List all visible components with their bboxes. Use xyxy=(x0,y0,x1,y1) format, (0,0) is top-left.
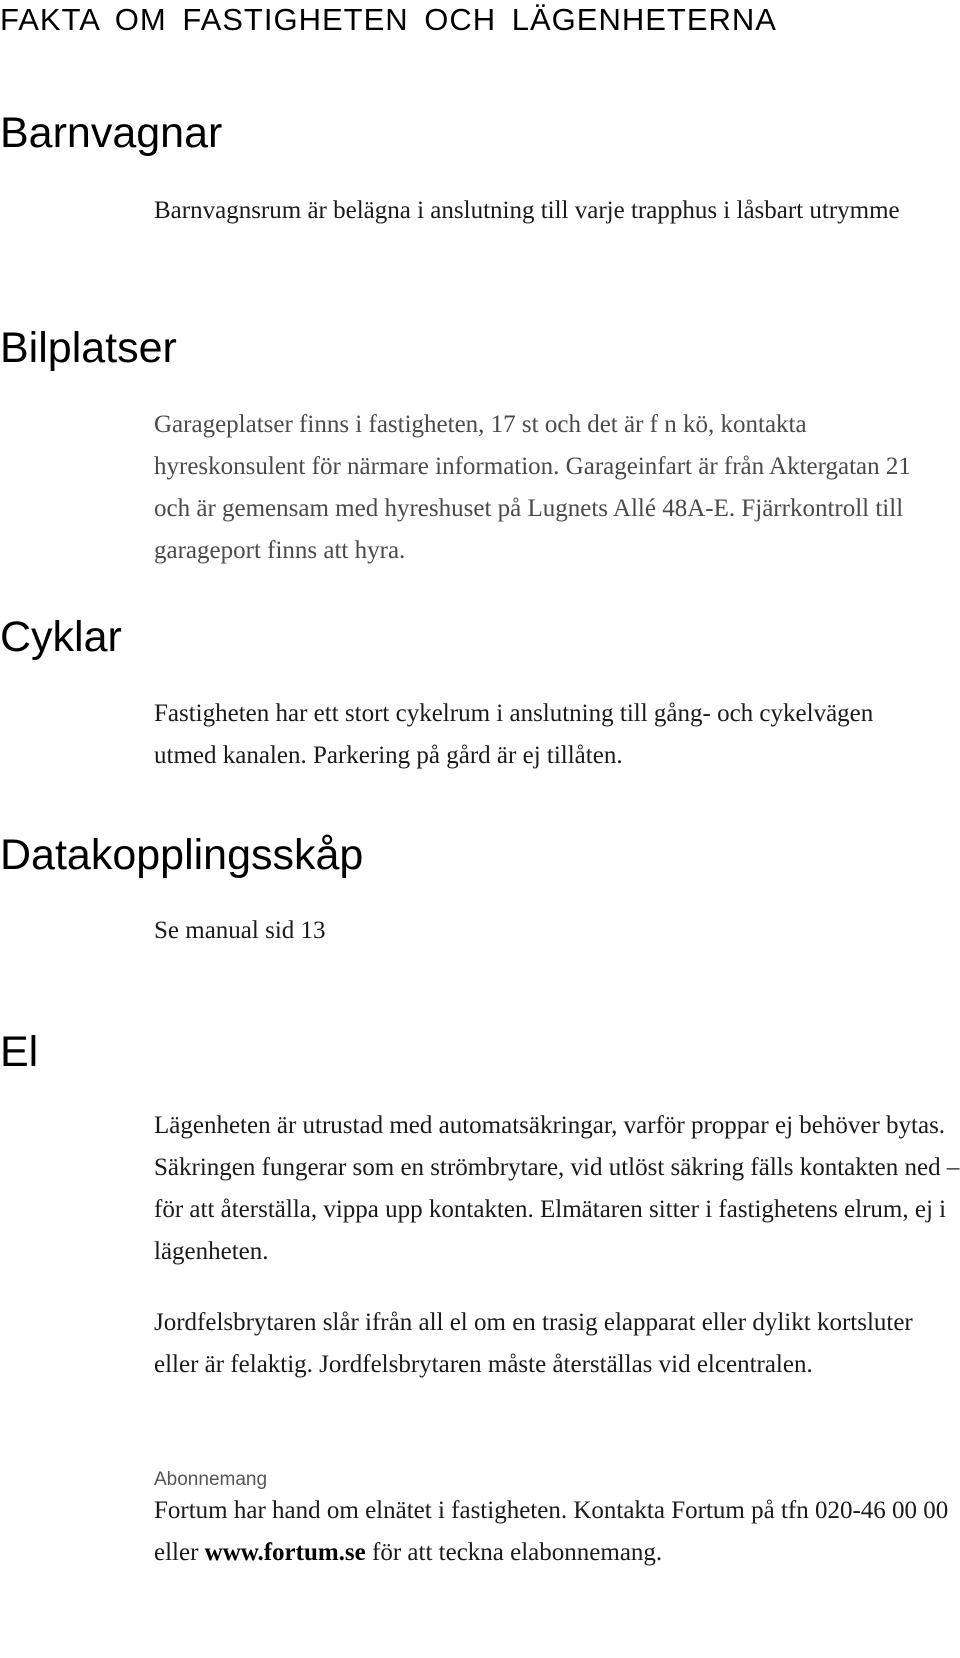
text-abonnemang xyxy=(154,1490,960,1574)
text-barnvagnar: Barnvagnsrum är belägna i anslutning till varje trapphus i låsbart utrymme xyxy=(154,197,900,224)
abonnemang-text-before: Fortum har hand om elnätet i fastigheten. Kontakta Fortum på tfn 020-46 00 00 eller xyxy=(154,1497,949,1566)
text-cyklar: Fastigheten har ett stort cykelrum i anslutning till gång- och cykelvägen utmed kanalen. Parkering på gård är ej tillåten. xyxy=(154,700,874,769)
heading-bilplatser: Bilplatser xyxy=(0,324,177,372)
text-el-paragraph-2: Jordfelsbrytaren slår ifrån all el om en trasig elapparat eller dylikt kortsluter eller är felaktig. Jordfelsbrytaren måste återställas vid elcentralen. xyxy=(154,1309,913,1378)
page-header: FAKTA OM FASTIGHETEN OCH LÄGENHETERNA xyxy=(0,2,777,37)
heading-el: El xyxy=(0,1028,39,1076)
heading-barnvagnar: Barnvagnar xyxy=(0,109,223,157)
heading-cyklar: Cyklar xyxy=(0,613,122,661)
text-bilplatser: Garageplatser finns i fastigheten, 17 st och det är f n kö, kontakta hyreskonsulent för närmare information. Garageinfart är från Aktergatan 21 och är gemensam med hyreshuset på Lugnets Allé 48A-E. Fjärrkontroll till garageport finns att hyra. xyxy=(154,411,911,564)
abonnemang-text-after: för att teckna elabonnemang. xyxy=(365,1539,663,1566)
fortum-link[interactable]: www.fortum.se xyxy=(204,1539,366,1566)
abonnemang-label: Abonnemang xyxy=(154,1469,268,1490)
heading-datakopplingsskap: Datakopplingsskåp xyxy=(0,831,364,879)
text-datakopplingsskap: Se manual sid 13 xyxy=(154,917,326,944)
text-el-paragraph-1: Lägenheten är utrustad med automatsäkringar, varför proppar ej behöver bytas. Säkringen fungerar som en strömbrytare, vid utlöst säkring fälls kontakten ned – för att återställa, vippa upp kontakten. Elmätaren sitter i fastighetens elrum, ej i lägenheten. xyxy=(154,1112,960,1265)
